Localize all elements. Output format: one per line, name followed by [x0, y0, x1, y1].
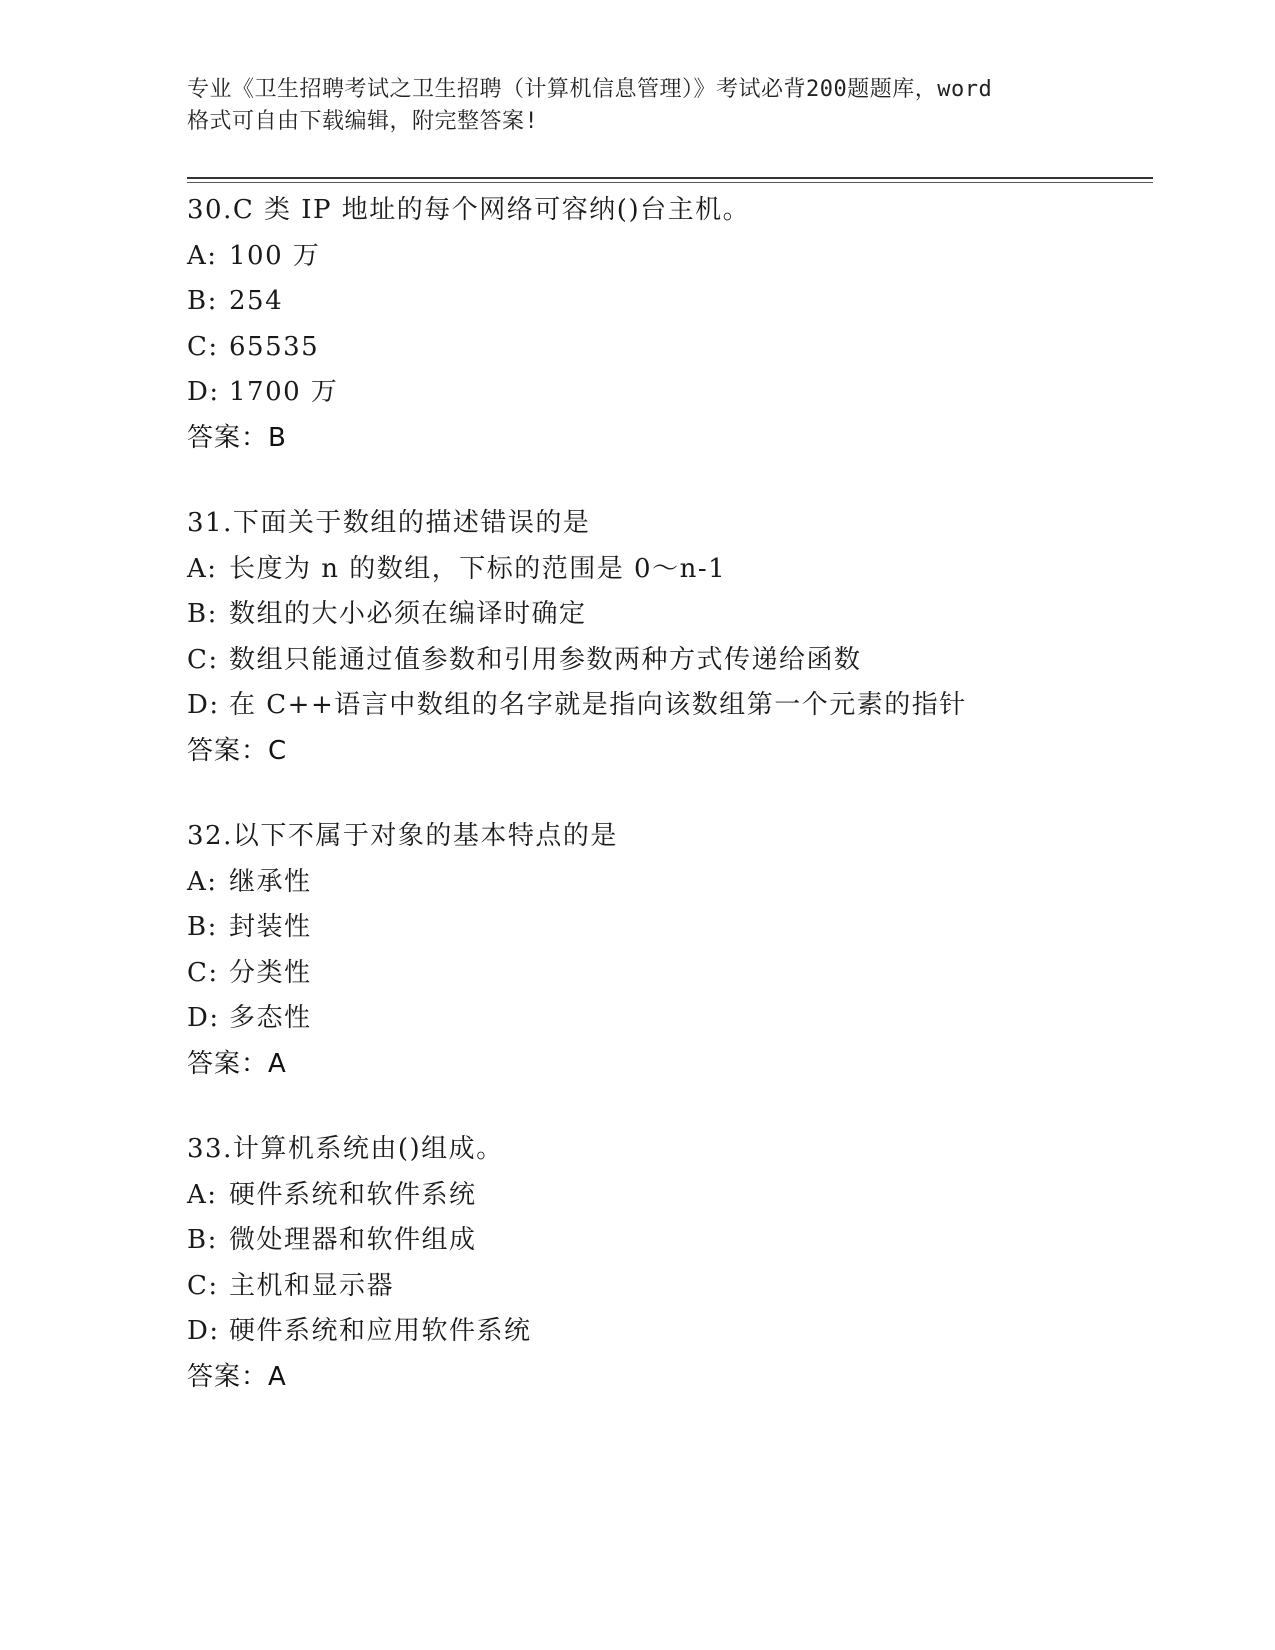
answer-line: 答案：B [187, 422, 287, 453]
document-header [187, 74, 1087, 138]
option-letter: A: [187, 1179, 218, 1210]
option-c [187, 1264, 1153, 1310]
option-letter: A: [187, 866, 218, 897]
option-letter: D: [187, 690, 220, 720]
question-33 [187, 1127, 1153, 1400]
question-list [187, 188, 1153, 1440]
option-letter: D: [187, 1003, 220, 1033]
option-letter: B: [187, 912, 218, 942]
option-text: 数组只能通过值参数和引用参数两种方式传递给函数 [229, 644, 862, 675]
option-d [187, 996, 1153, 1042]
answer-line: 答案：C [187, 735, 288, 766]
header-divider-thin [187, 182, 1153, 183]
option-d [187, 370, 1153, 416]
option-text: 长度为 n 的数组，下标的范围是 0～n-1 [229, 553, 727, 584]
option-text: 100 万 [229, 240, 321, 271]
option-b [187, 905, 1153, 951]
question-32 [187, 814, 1153, 1087]
question-stem: 32.以下不属于对象的基本特点的是 [187, 821, 618, 851]
answer-line: 答案：A [187, 1048, 287, 1079]
option-letter: D: [187, 377, 220, 407]
option-text: 微处理器和软件组成 [229, 1225, 477, 1255]
option-text: 65535 [229, 331, 320, 362]
option-letter: D: [187, 1316, 220, 1346]
option-letter: C: [187, 644, 219, 675]
answer-line: 答案：A [187, 1361, 287, 1392]
option-b [187, 279, 1153, 325]
question-30 [187, 188, 1153, 461]
option-text: 1700 万 [229, 377, 339, 407]
option-b [187, 1218, 1153, 1264]
option-text: 硬件系统和软件系统 [229, 1179, 477, 1210]
option-letter: C: [187, 1270, 219, 1301]
option-a [187, 1173, 1153, 1219]
option-letter: C: [187, 957, 219, 988]
header-line-2: 格式可自由下载编辑，附完整答案! [187, 109, 539, 134]
question-stem: 31.下面关于数组的描述错误的是 [187, 508, 591, 538]
option-text: 分类性 [229, 957, 312, 988]
option-text: 数组的大小必须在编译时确定 [229, 599, 587, 629]
option-letter: A: [187, 240, 218, 271]
option-letter: B: [187, 599, 218, 629]
option-letter: B: [187, 1225, 218, 1255]
question-31 [187, 501, 1153, 774]
option-text: 254 [229, 286, 284, 316]
option-letter: B: [187, 286, 218, 316]
option-d [187, 683, 1153, 729]
option-text: 在 C++语言中数组的名字就是指向该数组第一个元素的指针 [229, 690, 967, 720]
question-stem: 30.C 类 IP 地址的每个网络可容纳()台主机。 [187, 195, 751, 225]
option-a [187, 547, 1153, 593]
option-text: 封装性 [229, 912, 312, 942]
option-text: 硬件系统和应用软件系统 [229, 1316, 532, 1346]
option-text: 主机和显示器 [229, 1270, 395, 1301]
option-d [187, 1309, 1153, 1355]
option-text: 继承性 [229, 866, 312, 897]
option-letter: A: [187, 553, 218, 584]
option-c [187, 325, 1153, 371]
question-stem: 33.计算机系统由()组成。 [187, 1134, 504, 1164]
header-line-1: 专业《卫生招聘考试之卫生招聘（计算机信息管理）》考试必背200题题库，word [187, 77, 993, 102]
option-letter: C: [187, 331, 219, 362]
option-a [187, 860, 1153, 906]
header-divider-thick [187, 177, 1153, 179]
option-c [187, 951, 1153, 997]
option-c [187, 638, 1153, 684]
option-text: 多态性 [229, 1003, 312, 1033]
option-b [187, 592, 1153, 638]
option-a [187, 234, 1153, 280]
